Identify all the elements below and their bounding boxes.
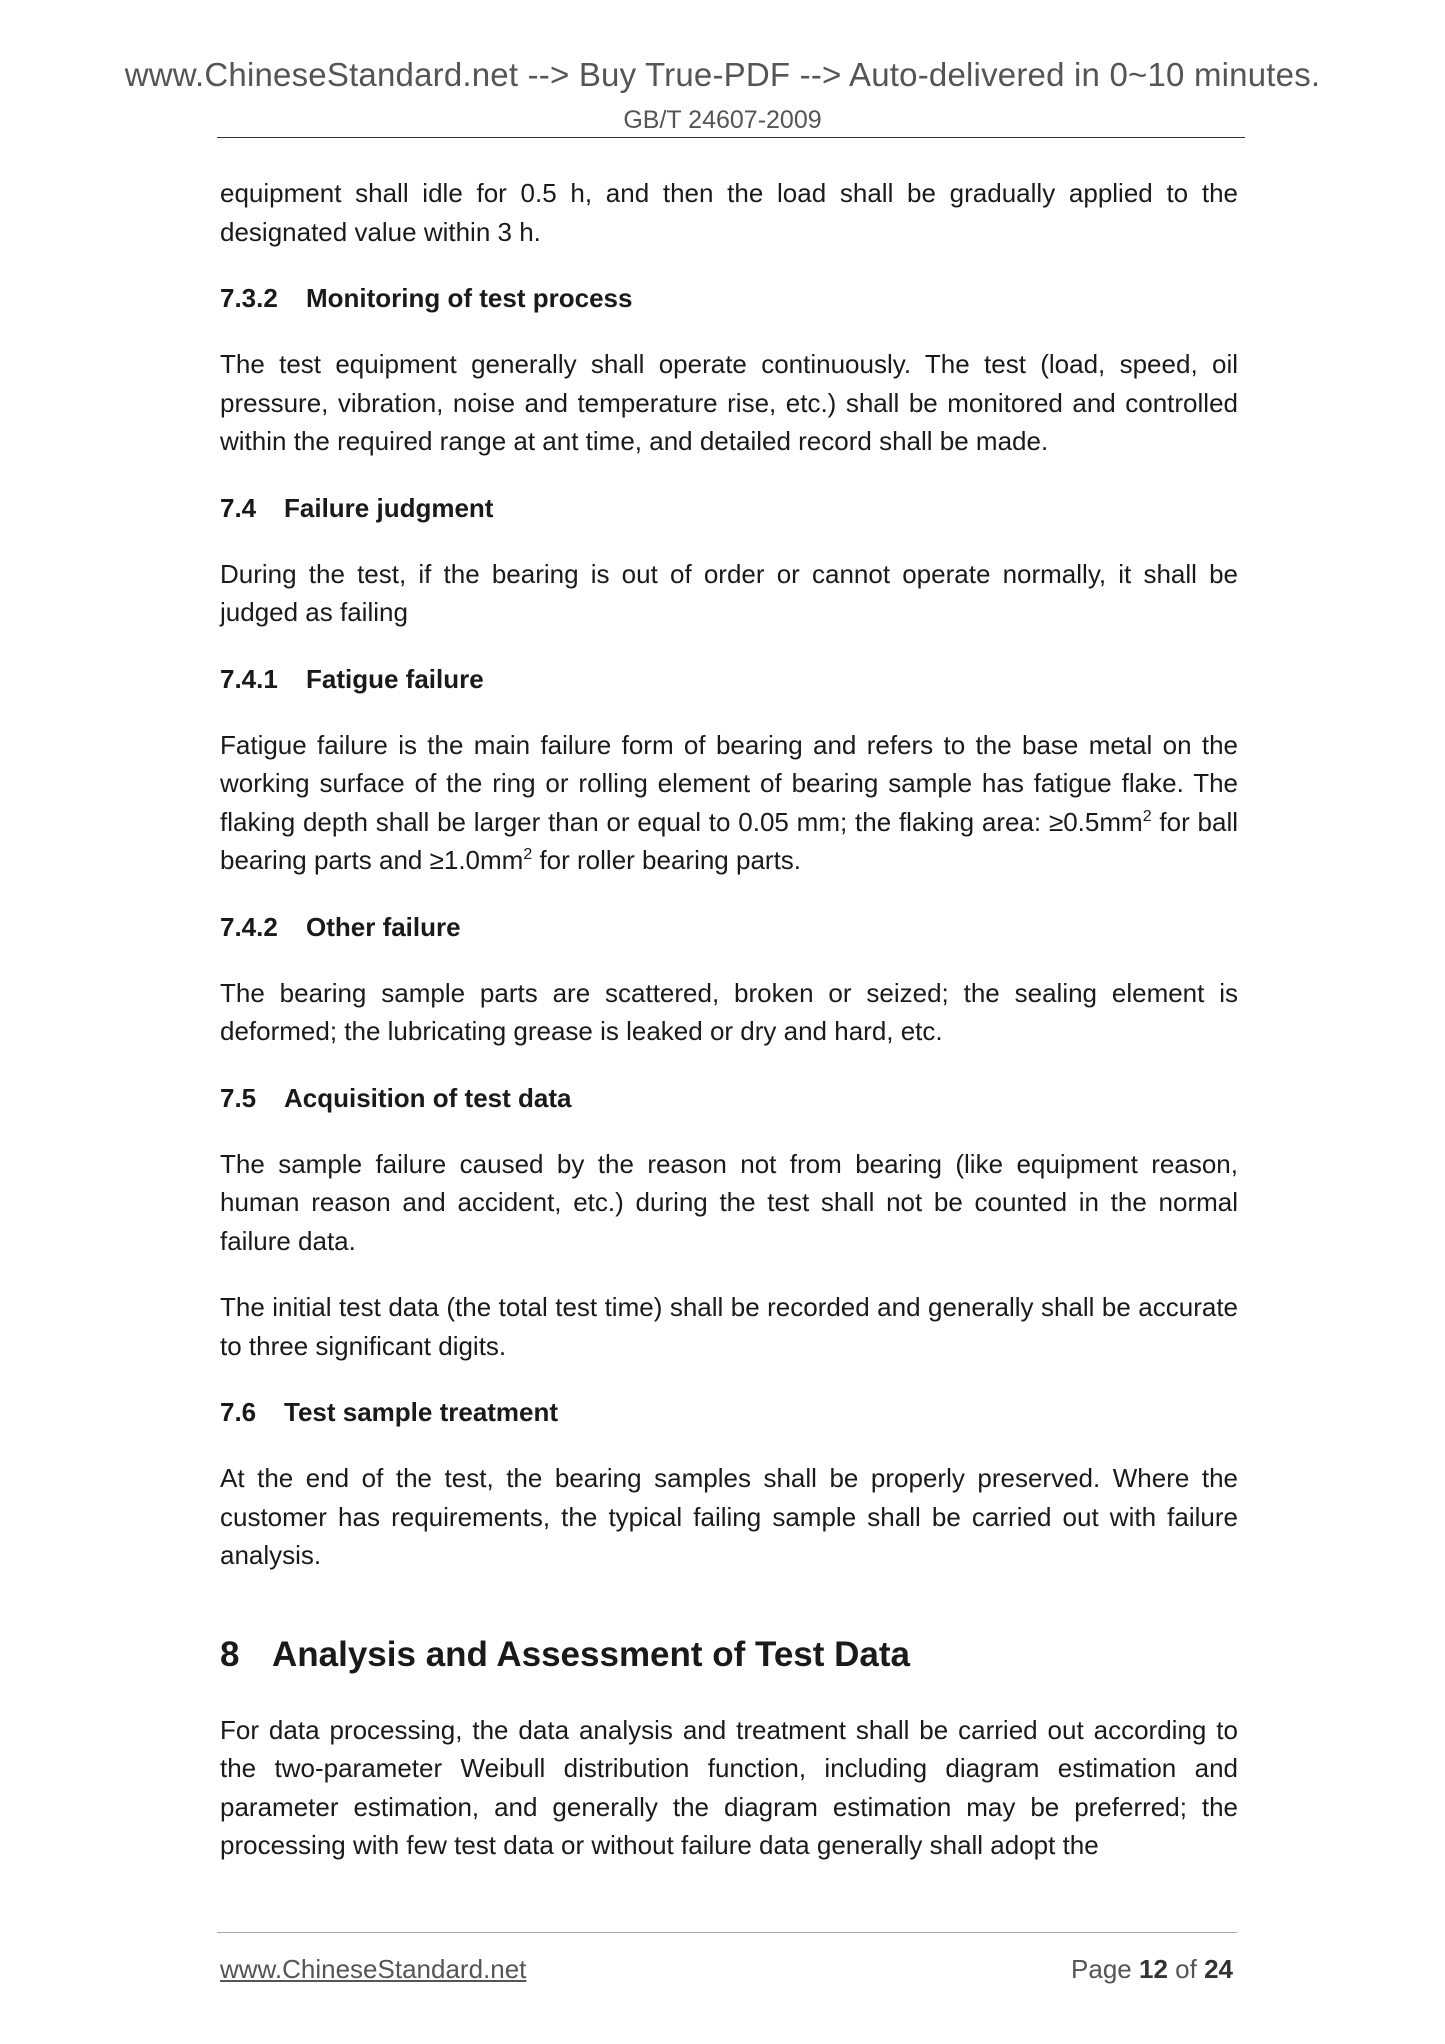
section-title: Analysis and Assessment of Test Data xyxy=(272,1634,910,1674)
paragraph-7-6: At the end of the test, the bearing samples shall be properly preserved. Where the customer has requirements, the typical failing sample shall be carried out with failure analysis. xyxy=(220,1463,1238,1570)
section-number: 7.3.2 xyxy=(220,283,278,313)
section-title: Failure judgment xyxy=(284,492,494,523)
heading-7-3-2 xyxy=(220,279,1238,317)
heading-7-5 xyxy=(220,1079,1238,1117)
page-of: of xyxy=(1175,1954,1197,1984)
section-title: Other failure xyxy=(306,911,461,942)
paragraph-7-3-2: The test equipment generally shall operate continuously. The test (load, speed, oil pressure, vibration, noise and temperature rise, etc.) shall be monitored and controlled within the required range at ant time, and detailed record shall be made. xyxy=(220,349,1238,456)
page-total: 24 xyxy=(1204,1954,1233,1984)
header-banner: www.ChineseStandard.net --> Buy True-PDF --> Auto-delivered in 0~10 minutes. xyxy=(124,56,1321,93)
section-number: 8 xyxy=(220,1634,240,1674)
heading-7-4 xyxy=(220,489,1238,527)
section-number: 7.4 xyxy=(220,492,257,523)
section-title: Monitoring of test process xyxy=(306,283,633,313)
page-content xyxy=(220,174,1238,1893)
heading-7-6 xyxy=(220,1393,1238,1431)
paragraph-7-4-2: The bearing sample parts are scattered, broken or seized; the sealing element is deformed; the lubricating grease is leaked or dry and hard, etc. xyxy=(220,977,1238,1046)
text-run: for roller bearing parts. xyxy=(532,845,802,875)
section-number: 7.6 xyxy=(220,1397,257,1427)
page-word: Page xyxy=(1071,1954,1132,1984)
page-current: 12 xyxy=(1139,1954,1168,1984)
section-number: 7.5 xyxy=(220,1082,257,1113)
heading-7-4-1 xyxy=(220,660,1238,698)
footer-site-link[interactable]: www.ChineseStandard.net xyxy=(220,1954,527,1984)
superscript: 2 xyxy=(1142,807,1152,825)
section-number: 7.4.2 xyxy=(220,911,278,942)
paragraph-7-5-a: The sample failure caused by the reason not from bearing (like equipment reason, human reason and accident, etc.) during the test shall not be counted in the normal failure data. xyxy=(220,1148,1238,1256)
paragraph-7-5-b: The initial test data (the total test time) shall be recorded and generally shall be accurate to three significant digits. xyxy=(220,1292,1238,1361)
superscript: 2 xyxy=(523,846,533,863)
paragraph-7-4: During the test, if the bearing is out of order or cannot operate normally, it shall be judged as failing xyxy=(220,558,1238,627)
paragraph-8: For data processing, the data analysis and treatment shall be carried out according to the two-parameter Weibull distribution function, including diagram estimation and parameter estimation, and generally the diagram estimation may be preferred; the processing with few test data or without failure data generally shall adopt the xyxy=(220,1714,1238,1860)
footer-divider xyxy=(217,1932,1237,1933)
header-divider xyxy=(217,137,1245,138)
standard-number: GB/T 24607-2009 xyxy=(623,106,822,134)
section-title: Acquisition of test data xyxy=(284,1082,572,1113)
section-title: Test sample treatment xyxy=(284,1397,559,1427)
text-run: Fatigue failure is the main failure form of bearing and refers to the base metal on the working surface of the ring or rolling element of bearing sample has fatigue flake. The flaking depth shall be larger than or equal to 0.05 mm; the flaking area: ≥0.5mm xyxy=(220,729,1238,837)
heading-7-4-2 xyxy=(220,908,1238,946)
page-indicator xyxy=(1071,1954,1233,1985)
heading-8 xyxy=(220,1633,1238,1677)
paragraph-intro: equipment shall idle for 0.5 h, and then the load shall be gradually applied to the designated value within 3 h. xyxy=(220,178,1238,247)
section-number: 7.4.1 xyxy=(220,663,278,694)
paragraph-7-4-1 xyxy=(220,726,1238,880)
text-run: for ball bearing parts and ≥1.0mm xyxy=(220,806,1238,875)
section-title: Fatigue failure xyxy=(306,663,484,694)
